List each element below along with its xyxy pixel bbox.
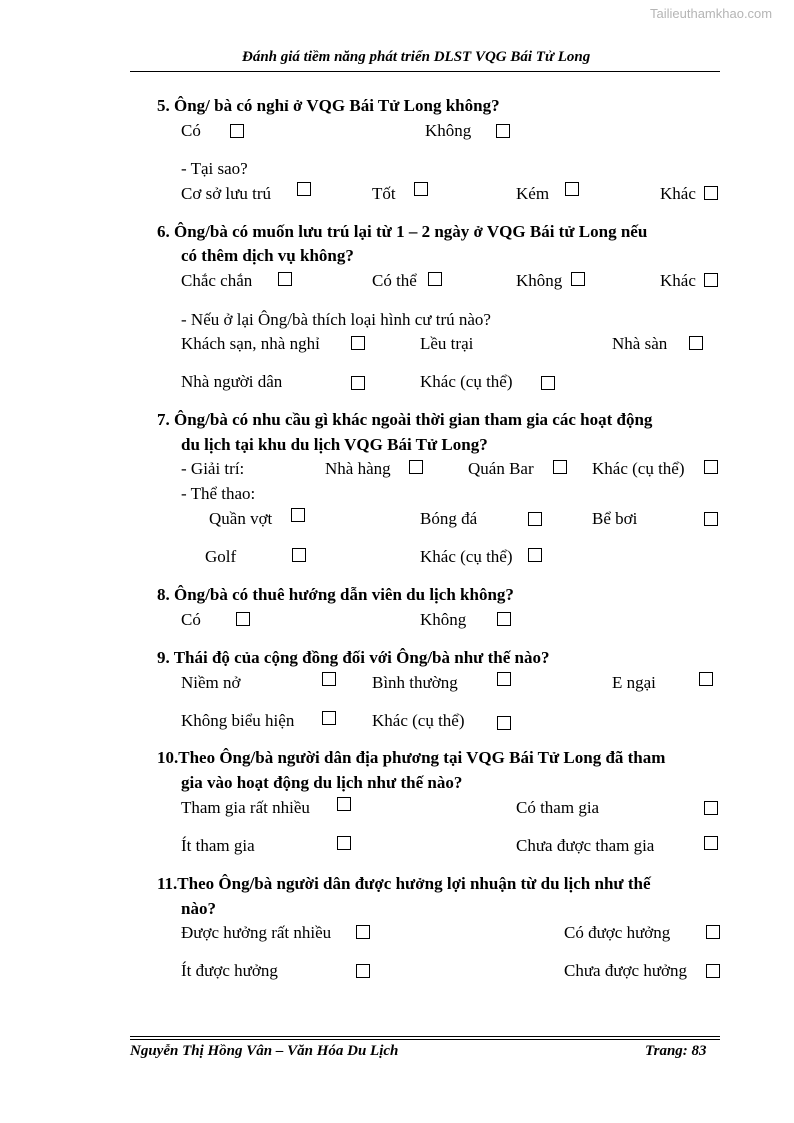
q6-option-khong-checkbox[interactable] <box>571 272 585 286</box>
q7-option-quanvot-checkbox[interactable] <box>291 508 305 522</box>
q7-option-khac-cuthe2-label: Khác (cụ thể) <box>420 547 513 566</box>
q11-option-itduochuong-checkbox[interactable] <box>356 964 370 978</box>
q5-option-tot-label: Tốt <box>372 184 396 203</box>
header-rule <box>130 71 720 72</box>
q5-option-khong-label: Không <box>425 121 472 140</box>
q5-option-khong-checkbox[interactable] <box>496 124 510 138</box>
question-10-title-line1: 10.Theo Ông/bà người dân địa phương tại VQG Bái Tử Long đã tham <box>157 748 666 767</box>
watermark: Tailieuthamkhao.com <box>650 6 773 21</box>
q6-option-khachsan-checkbox[interactable] <box>351 336 365 350</box>
q7-option-bongda-checkbox[interactable] <box>528 512 542 526</box>
q5-option-kem-label: Kém <box>516 184 550 203</box>
q10-option-cothamgia-label: Có tham gia <box>516 798 600 817</box>
q6-sub-question: - Nếu ở lại Ông/bà thích loại hình cư trú nào? <box>181 310 491 329</box>
question-7-title-line2: du lịch tại khu du lịch VQG Bái Tử Long? <box>181 435 488 454</box>
q11-option-coduochuong-label: Có được hưởng <box>564 923 671 942</box>
q10-option-itthamgia-checkbox[interactable] <box>337 836 351 850</box>
question-11-title-line2: nào? <box>181 899 216 918</box>
q7-option-khac-cuthe2-checkbox[interactable] <box>528 548 542 562</box>
q5-option-co-label: Có <box>181 121 201 140</box>
q5-option-coso-checkbox[interactable] <box>297 182 311 196</box>
q11-option-coduochuong-checkbox[interactable] <box>706 925 720 939</box>
q5-option-khac-label: Khác <box>660 184 696 203</box>
q11-option-rathieu-label: Được hưởng rất nhiều <box>181 923 332 942</box>
question-6-title-line2: có thêm dịch vụ không? <box>181 246 354 265</box>
q9-option-engai-checkbox[interactable] <box>699 672 713 686</box>
q6-option-khac-cuthe-checkbox[interactable] <box>541 376 555 390</box>
q6-option-nhasan-label: Nhà sàn <box>612 334 668 353</box>
q6-option-chacchan-checkbox[interactable] <box>278 272 292 286</box>
q10-option-itthamgia-label: Ít tham gia <box>181 836 255 855</box>
q7-option-bongda-label: Bóng đá <box>420 509 478 528</box>
q5-option-tot-checkbox[interactable] <box>414 182 428 196</box>
q6-option-khac-label: Khác <box>660 271 696 290</box>
q6-option-khac-cuthe-label: Khác (cụ thể) <box>420 372 513 391</box>
q8-option-co-checkbox[interactable] <box>236 612 250 626</box>
q9-option-niemno-label: Niềm nở <box>181 673 241 692</box>
q6-option-khachsan-label: Khách sạn, nhà nghỉ <box>181 334 320 353</box>
q7-option-golf-checkbox[interactable] <box>292 548 306 562</box>
q6-option-cothe-checkbox[interactable] <box>428 272 442 286</box>
q7-option-quanbar-label: Quán Bar <box>468 459 534 478</box>
q6-option-khong-label: Không <box>516 271 563 290</box>
q7-giaitri-label: - Giải trí: <box>181 459 245 478</box>
q10-option-thamgiarathieu-label: Tham gia rất nhiều <box>181 798 310 817</box>
question-7-title-line1: 7. Ông/bà có nhu cầu gì khác ngoài thời gian tham gia các hoạt động <box>157 410 653 429</box>
q6-option-cothe-label: Có thể <box>372 271 417 290</box>
q6-option-nhasan-checkbox[interactable] <box>689 336 703 350</box>
question-8-title: 8. Ông/bà có thuê hướng dẫn viên du lịch không? <box>157 585 514 604</box>
question-10-title-line2: gia vào hoạt động du lịch như thế nào? <box>181 773 463 792</box>
question-6-title-line1: 6. Ông/bà có muốn lưu trú lại từ 1 – 2 ngày ở VQG Bái tử Long nếu <box>157 222 648 241</box>
q10-option-cothamgia-checkbox[interactable] <box>704 801 718 815</box>
q8-option-khong-label: Không <box>420 610 467 629</box>
q7-option-khac-cuthe-checkbox[interactable] <box>704 460 718 474</box>
question-5-title: 5. Ông/ bà có nghỉ ở VQG Bái Tử Long không? <box>157 96 500 115</box>
q7-option-quanbar-checkbox[interactable] <box>553 460 567 474</box>
q9-option-khongbieuhien-label: Không biểu hiện <box>181 711 295 730</box>
q9-option-khongbieuhien-checkbox[interactable] <box>322 711 336 725</box>
q7-thethao-label: - Thể thao: <box>181 484 256 503</box>
q11-option-itduochuong-label: Ít được hưởng <box>181 961 278 980</box>
footer-rule-top <box>130 1036 720 1037</box>
q9-option-binhthuong-label: Bình thường <box>372 673 458 692</box>
q5-option-coso-label: Cơ sở lưu trú <box>181 184 272 203</box>
q8-option-khong-checkbox[interactable] <box>497 612 511 626</box>
q6-option-leutrai-label: Lều trại <box>420 334 474 353</box>
q9-option-engai-label: E ngại <box>612 673 656 692</box>
footer-page-number: Trang: 83 <box>645 1043 707 1059</box>
q8-option-co-label: Có <box>181 610 201 629</box>
q10-option-chuathamgia-label: Chưa được tham gia <box>516 836 655 855</box>
q5-option-khac-checkbox[interactable] <box>704 186 718 200</box>
q10-option-chuathamgia-checkbox[interactable] <box>704 836 718 850</box>
q11-option-chuaduochuong-label: Chưa được hưởng <box>564 961 688 980</box>
q7-option-khac-cuthe-label: Khác (cụ thể) <box>592 459 685 478</box>
q7-option-beboi-label: Bể bơi <box>592 509 638 528</box>
q7-option-golf-label: Golf <box>205 547 237 566</box>
q6-option-nhanguoidan-label: Nhà người dân <box>181 372 283 391</box>
q5-option-kem-checkbox[interactable] <box>565 182 579 196</box>
q11-option-chuaduochuong-checkbox[interactable] <box>706 964 720 978</box>
q9-option-khac-cuthe-label: Khác (cụ thể) <box>372 711 465 730</box>
question-9-title: 9. Thái độ của cộng đồng đối với Ông/bà như thế nào? <box>157 648 550 667</box>
q9-option-binhthuong-checkbox[interactable] <box>497 672 511 686</box>
q5-option-co-checkbox[interactable] <box>230 124 244 138</box>
q7-option-nhahang-checkbox[interactable] <box>409 460 423 474</box>
footer-author: Nguyễn Thị Hồng Vân – Văn Hóa Du Lịch <box>130 1043 399 1059</box>
q7-option-quanvot-label: Quần vợt <box>209 509 273 528</box>
page-header-title: Đánh giá tiềm năng phát triển DLST VQG Bái Tử Long <box>242 49 591 65</box>
q9-option-niemno-checkbox[interactable] <box>322 672 336 686</box>
q6-option-khac-checkbox[interactable] <box>704 273 718 287</box>
q11-option-rathieu-checkbox[interactable] <box>356 925 370 939</box>
q10-option-thamgiarathieu-checkbox[interactable] <box>337 797 351 811</box>
q6-option-nhanguoidan-checkbox[interactable] <box>351 376 365 390</box>
q6-option-chacchan-label: Chắc chắn <box>181 271 253 290</box>
q7-option-beboi-checkbox[interactable] <box>704 512 718 526</box>
q5-why-prompt: - Tại sao? <box>181 159 248 178</box>
footer-rule-bottom <box>130 1039 720 1040</box>
q7-option-nhahang-label: Nhà hàng <box>325 459 391 478</box>
question-11-title-line1: 11.Theo Ông/bà người dân được hưởng lợi nhuận từ du lịch như thế <box>157 874 651 893</box>
q9-option-khac-cuthe-checkbox[interactable] <box>497 716 511 730</box>
